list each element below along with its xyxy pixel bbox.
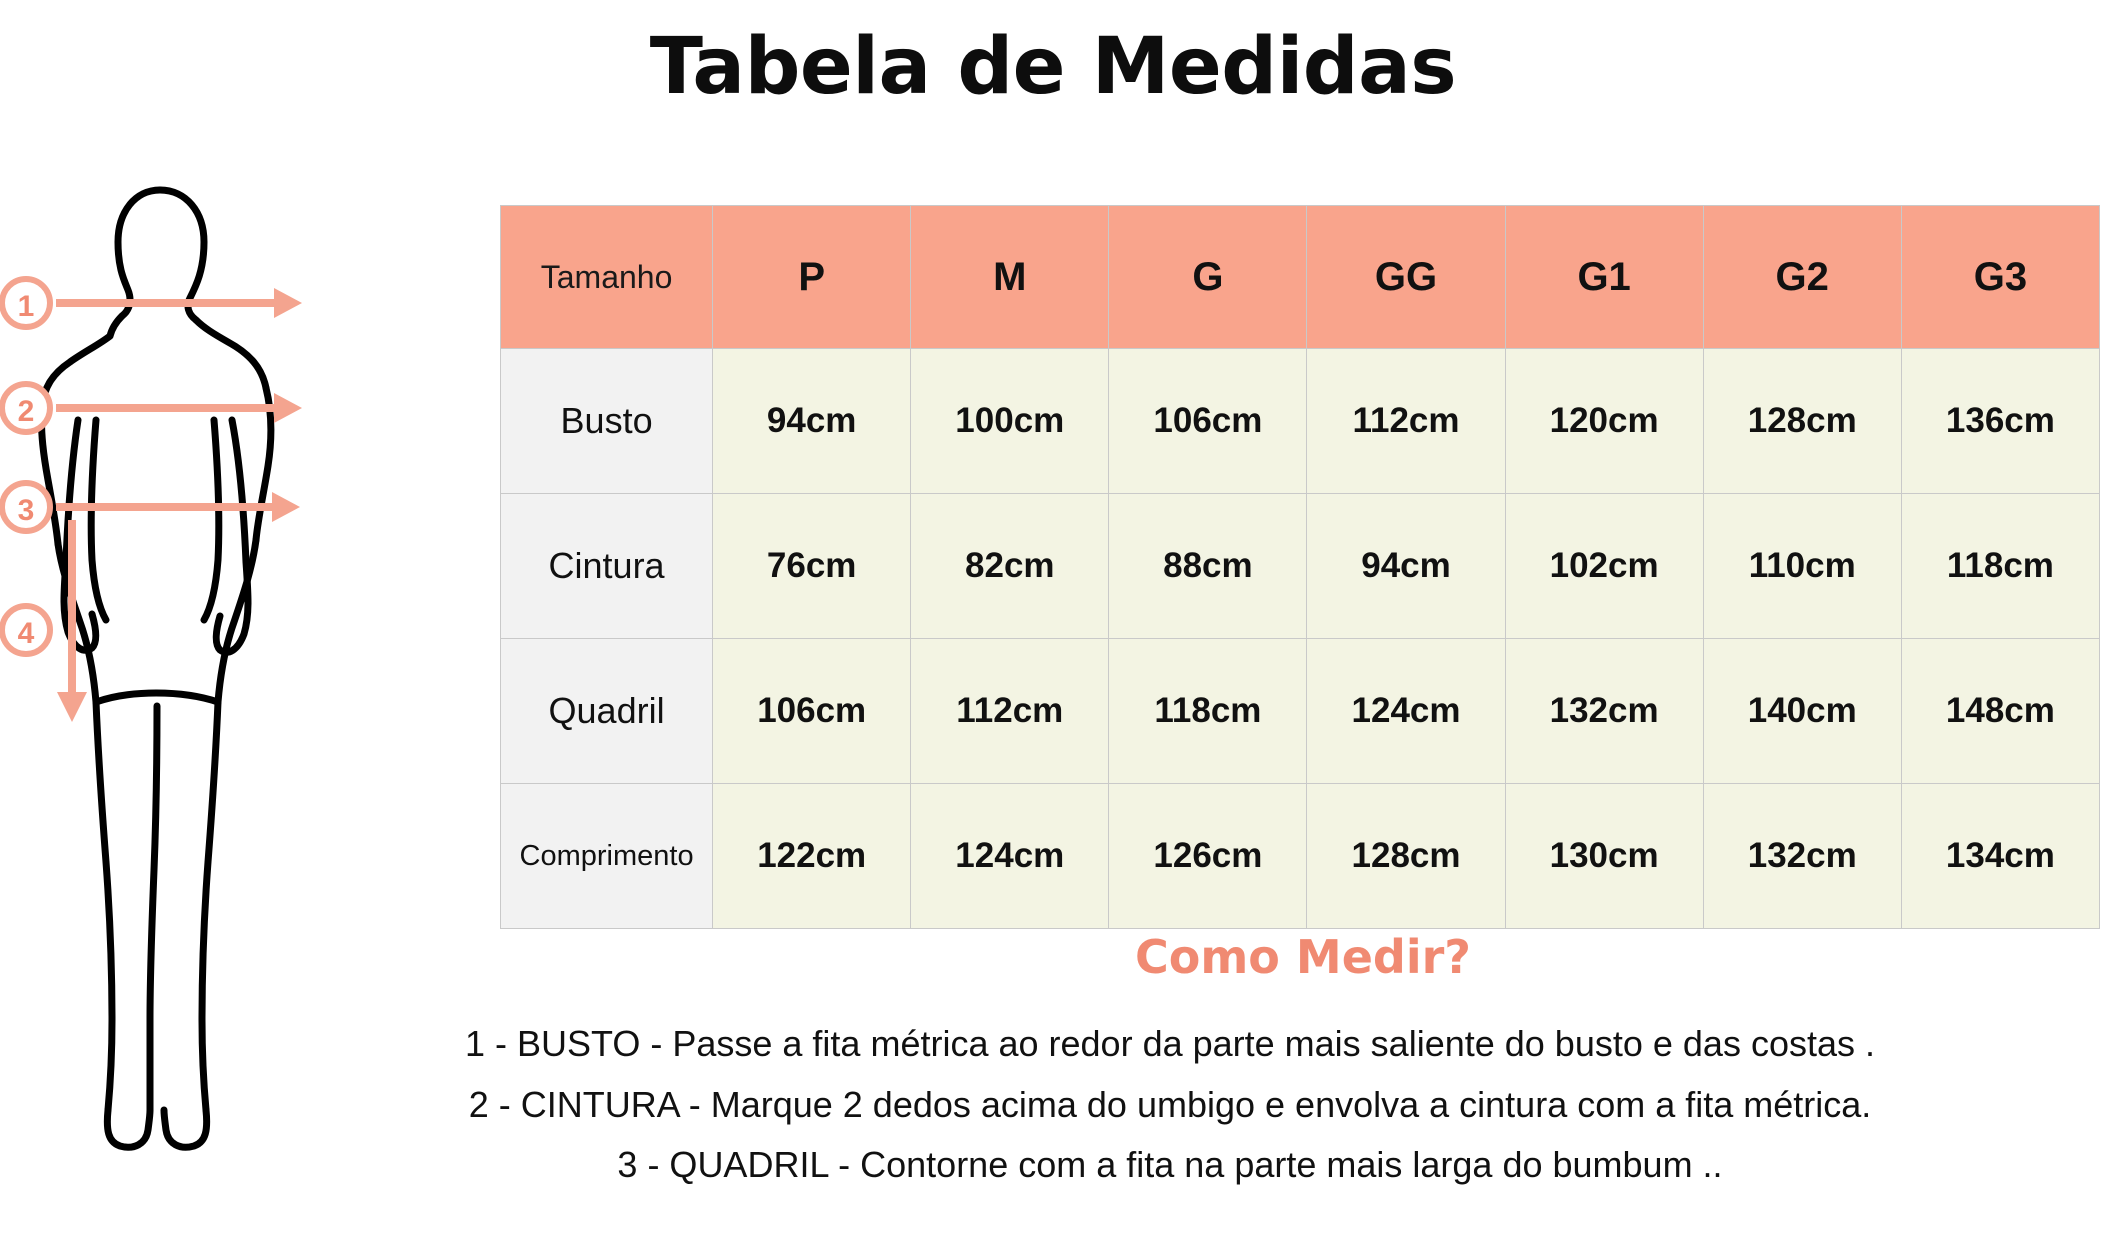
cell-quadril-g: 118cm xyxy=(1109,639,1307,784)
size-table xyxy=(500,205,2100,929)
rowlabel-busto: Busto xyxy=(501,349,713,494)
cell-cintura-p: 76cm xyxy=(713,494,911,639)
marker-4-label: 4 xyxy=(17,617,35,650)
page-title: Tabela de Medidas xyxy=(649,22,1457,112)
header-size-m: M xyxy=(911,206,1109,349)
marker-2-label: 2 xyxy=(17,395,35,428)
header-size-g: G xyxy=(1109,206,1307,349)
cell-busto-g2: 128cm xyxy=(1703,349,1901,494)
marker-3-label: 3 xyxy=(17,494,35,527)
header-size-p: P xyxy=(713,206,911,349)
how-to-measure-title: Como Medir? xyxy=(1135,930,1471,984)
cell-comprimento-g: 126cm xyxy=(1109,784,1307,929)
cell-comprimento-g1: 130cm xyxy=(1505,784,1703,929)
rowlabel-quadril: Quadril xyxy=(501,639,713,784)
cell-cintura-m: 82cm xyxy=(911,494,1109,639)
cell-quadril-g3: 148cm xyxy=(1901,639,2099,784)
cell-comprimento-gg: 128cm xyxy=(1307,784,1505,929)
cell-busto-m: 100cm xyxy=(911,349,1109,494)
cell-quadril-gg: 124cm xyxy=(1307,639,1505,784)
how-to-measure-instructions xyxy=(270,1020,2070,1202)
cell-cintura-g3: 118cm xyxy=(1901,494,2099,639)
table-row-cintura xyxy=(501,494,2100,639)
cell-comprimento-m: 124cm xyxy=(911,784,1109,929)
cell-busto-p: 94cm xyxy=(713,349,911,494)
header-size-g2: G2 xyxy=(1703,206,1901,349)
cell-cintura-gg: 94cm xyxy=(1307,494,1505,639)
cell-cintura-g2: 110cm xyxy=(1703,494,1901,639)
header-size-g1: G1 xyxy=(1505,206,1703,349)
instruction-quadril: 3 - QUADRIL - Contorne com a fita na parte mais larga do bumbum .. xyxy=(617,1144,1723,1186)
header-tamanho: Tamanho xyxy=(501,206,713,349)
cell-cintura-g: 88cm xyxy=(1109,494,1307,639)
cell-quadril-g2: 140cm xyxy=(1703,639,1901,784)
cell-cintura-g1: 102cm xyxy=(1505,494,1703,639)
cell-comprimento-g3: 134cm xyxy=(1901,784,2099,929)
table-row-comprimento xyxy=(501,784,2100,929)
header-size-g3: G3 xyxy=(1901,206,2099,349)
instruction-busto: 1 - BUSTO - Passe a fita métrica ao redor da parte mais saliente do busto e das costas . xyxy=(464,1023,1875,1064)
size-table-container xyxy=(500,205,2106,929)
rowlabel-cintura: Cintura xyxy=(501,494,713,639)
table-row-quadril xyxy=(501,639,2100,784)
cell-quadril-p: 106cm xyxy=(713,639,911,784)
cell-comprimento-p: 122cm xyxy=(713,784,911,929)
header-size-gg: GG xyxy=(1307,206,1505,349)
table-row-busto xyxy=(501,349,2100,494)
cell-busto-g1: 120cm xyxy=(1505,349,1703,494)
table-header-row xyxy=(501,206,2100,349)
cell-quadril-m: 112cm xyxy=(911,639,1109,784)
cell-busto-g: 106cm xyxy=(1109,349,1307,494)
cell-comprimento-g2: 132cm xyxy=(1703,784,1901,929)
marker-1-label: 1 xyxy=(17,290,35,323)
cell-busto-gg: 112cm xyxy=(1307,349,1505,494)
cell-busto-g3: 136cm xyxy=(1901,349,2099,494)
instruction-cintura: 2 - CINTURA - Marque 2 dedos acima do umbigo e envolva a cintura com a fita métrica. xyxy=(468,1083,1872,1125)
rowlabel-comprimento: Comprimento xyxy=(501,784,713,929)
cell-quadril-g1: 132cm xyxy=(1505,639,1703,784)
